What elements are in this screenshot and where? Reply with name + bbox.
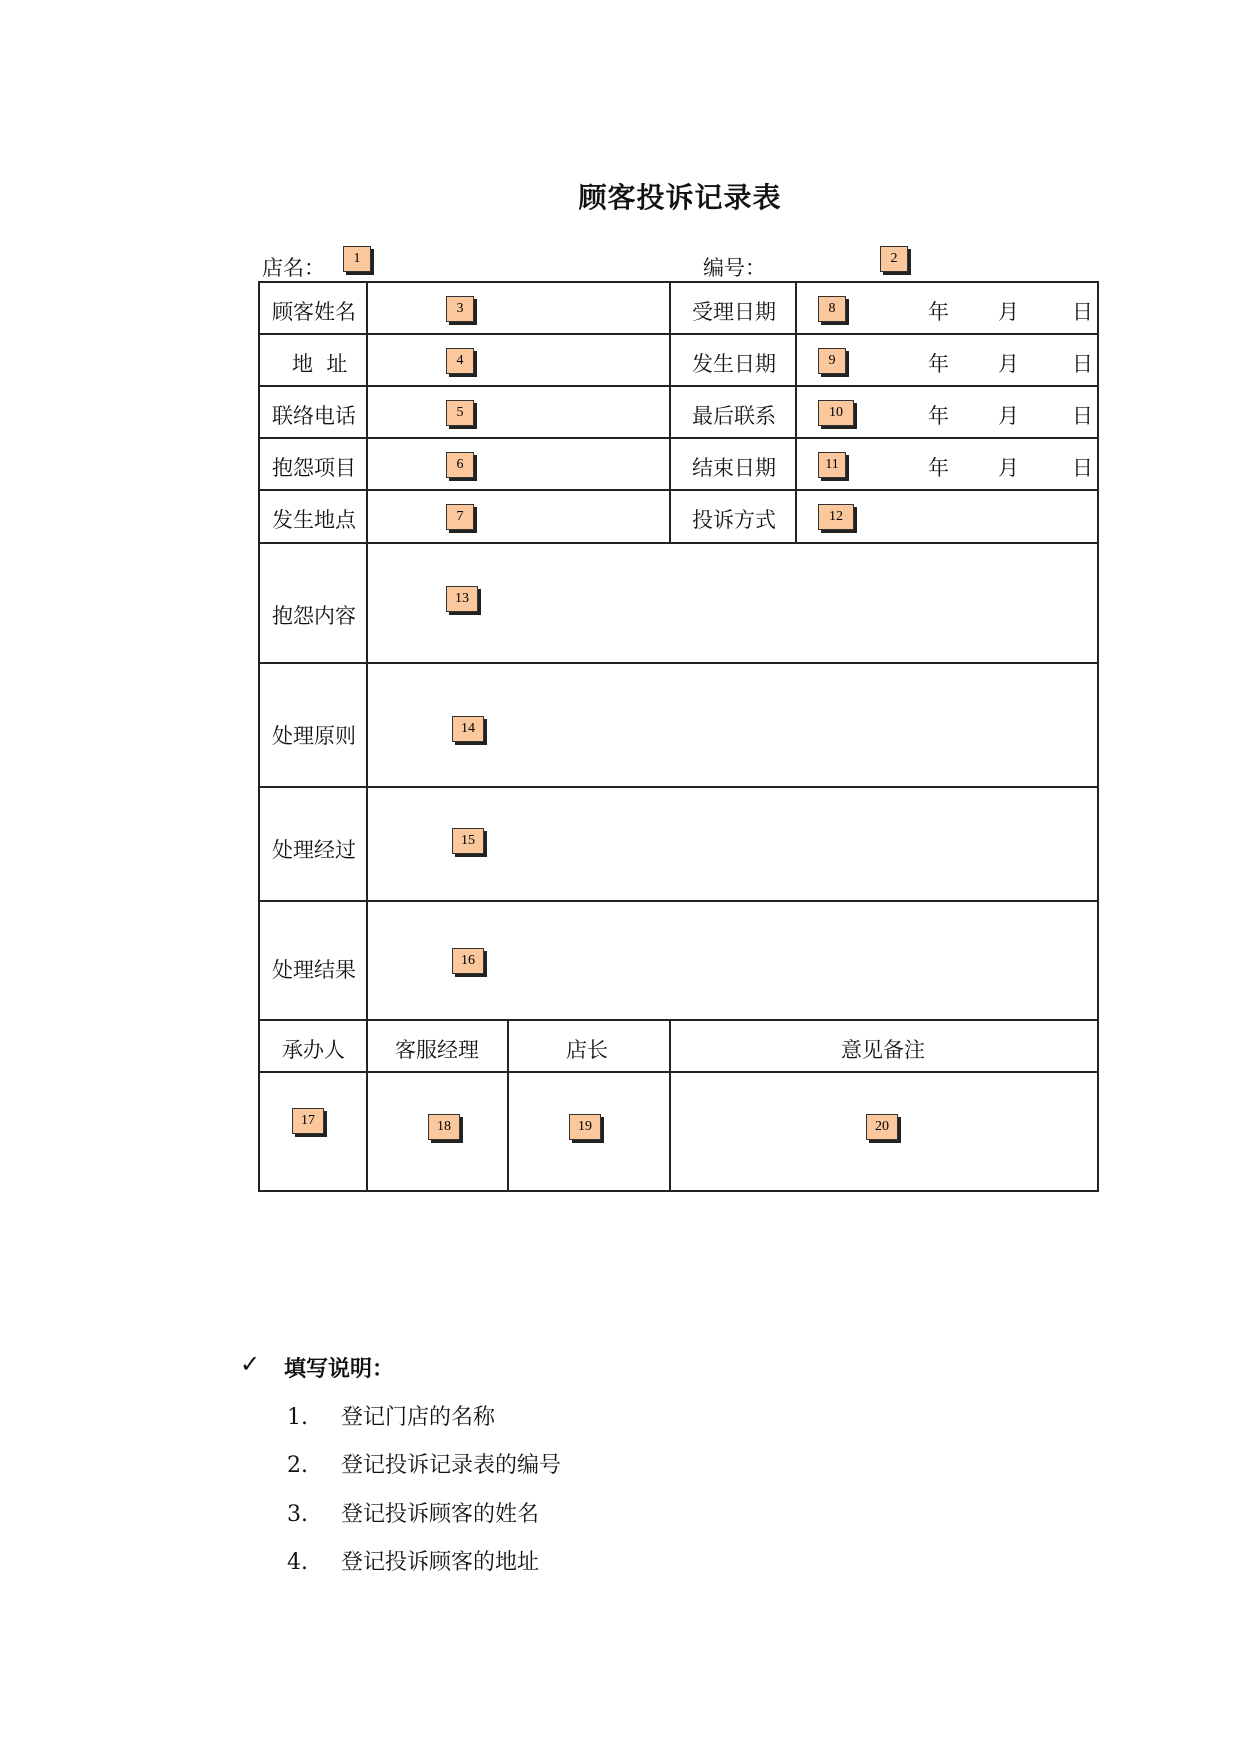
tag-7: 7 <box>446 504 474 530</box>
accept-date-label: 受理日期 <box>692 300 776 324</box>
occurrence-place-label: 发生地点 <box>272 508 356 532</box>
month-label: 月 <box>998 404 1019 428</box>
checkmark-icon: ✓ <box>240 1350 261 1378</box>
complaint-record-table <box>258 281 1097 1191</box>
day-label: 日 <box>1072 456 1093 480</box>
handling-process-label: 处理经过 <box>272 838 356 862</box>
instruction-item: 1. 登记门店的名称 <box>287 1405 496 1430</box>
tag-3: 3 <box>446 296 474 322</box>
tag-10: 10 <box>818 400 854 426</box>
handling-result-label: 处理结果 <box>272 958 356 982</box>
day-label: 日 <box>1072 352 1093 376</box>
tag-11: 11 <box>818 452 846 478</box>
address-label: 地 址 <box>292 352 348 376</box>
number-label: 编号： <box>703 256 766 280</box>
tag-18: 18 <box>428 1114 460 1140</box>
day-label: 日 <box>1072 300 1093 324</box>
month-label: 月 <box>998 456 1019 480</box>
year-label: 年 <box>928 352 949 376</box>
month-label: 月 <box>998 352 1019 376</box>
tag-6: 6 <box>446 452 474 478</box>
tag-17: 17 <box>292 1108 324 1134</box>
tag-15: 15 <box>452 828 484 854</box>
year-label: 年 <box>928 456 949 480</box>
year-label: 年 <box>928 300 949 324</box>
contact-phone-label: 联络电话 <box>272 404 356 428</box>
complaint-method-label: 投诉方式 <box>692 508 776 532</box>
day-label: 日 <box>1072 404 1093 428</box>
handler-label: 承办人 <box>282 1038 345 1062</box>
document-title: 顾客投诉记录表 <box>578 181 782 214</box>
tag-19: 19 <box>569 1114 601 1140</box>
end-date-label: 结束日期 <box>692 456 776 480</box>
instruction-item: 3. 登记投诉顾客的姓名 <box>287 1502 540 1527</box>
tag-13: 13 <box>446 586 478 612</box>
tag-5: 5 <box>446 400 474 426</box>
complaint-content-label: 抱怨内容 <box>272 604 356 628</box>
instruction-item: 4. 登记投诉顾客的地址 <box>287 1550 540 1575</box>
store-manager-label: 店长 <box>566 1038 608 1062</box>
last-contact-label: 最后联系 <box>692 404 776 428</box>
store-name-label: 店名： <box>262 256 325 280</box>
month-label: 月 <box>998 300 1019 324</box>
tag-16: 16 <box>452 948 484 974</box>
tag-12: 12 <box>818 504 854 530</box>
cs-manager-label: 客服经理 <box>395 1038 479 1062</box>
tag-14: 14 <box>452 716 484 742</box>
occurrence-date-label: 发生日期 <box>692 352 776 376</box>
tag-4: 4 <box>446 348 474 374</box>
tag-9: 9 <box>818 348 846 374</box>
complaint-item-label: 抱怨项目 <box>272 456 356 480</box>
tag-1: 1 <box>343 246 371 272</box>
tag-20: 20 <box>866 1114 898 1140</box>
instruction-item: 2. 登记投诉记录表的编号 <box>287 1453 562 1478</box>
handling-principle-label: 处理原则 <box>272 724 356 748</box>
tag-2: 2 <box>880 246 908 272</box>
customer-name-label: 顾客姓名 <box>272 300 356 324</box>
remarks-label: 意见备注 <box>841 1038 925 1062</box>
year-label: 年 <box>928 404 949 428</box>
tag-8: 8 <box>818 296 846 322</box>
instructions-title: 填写说明： <box>284 1357 395 1382</box>
